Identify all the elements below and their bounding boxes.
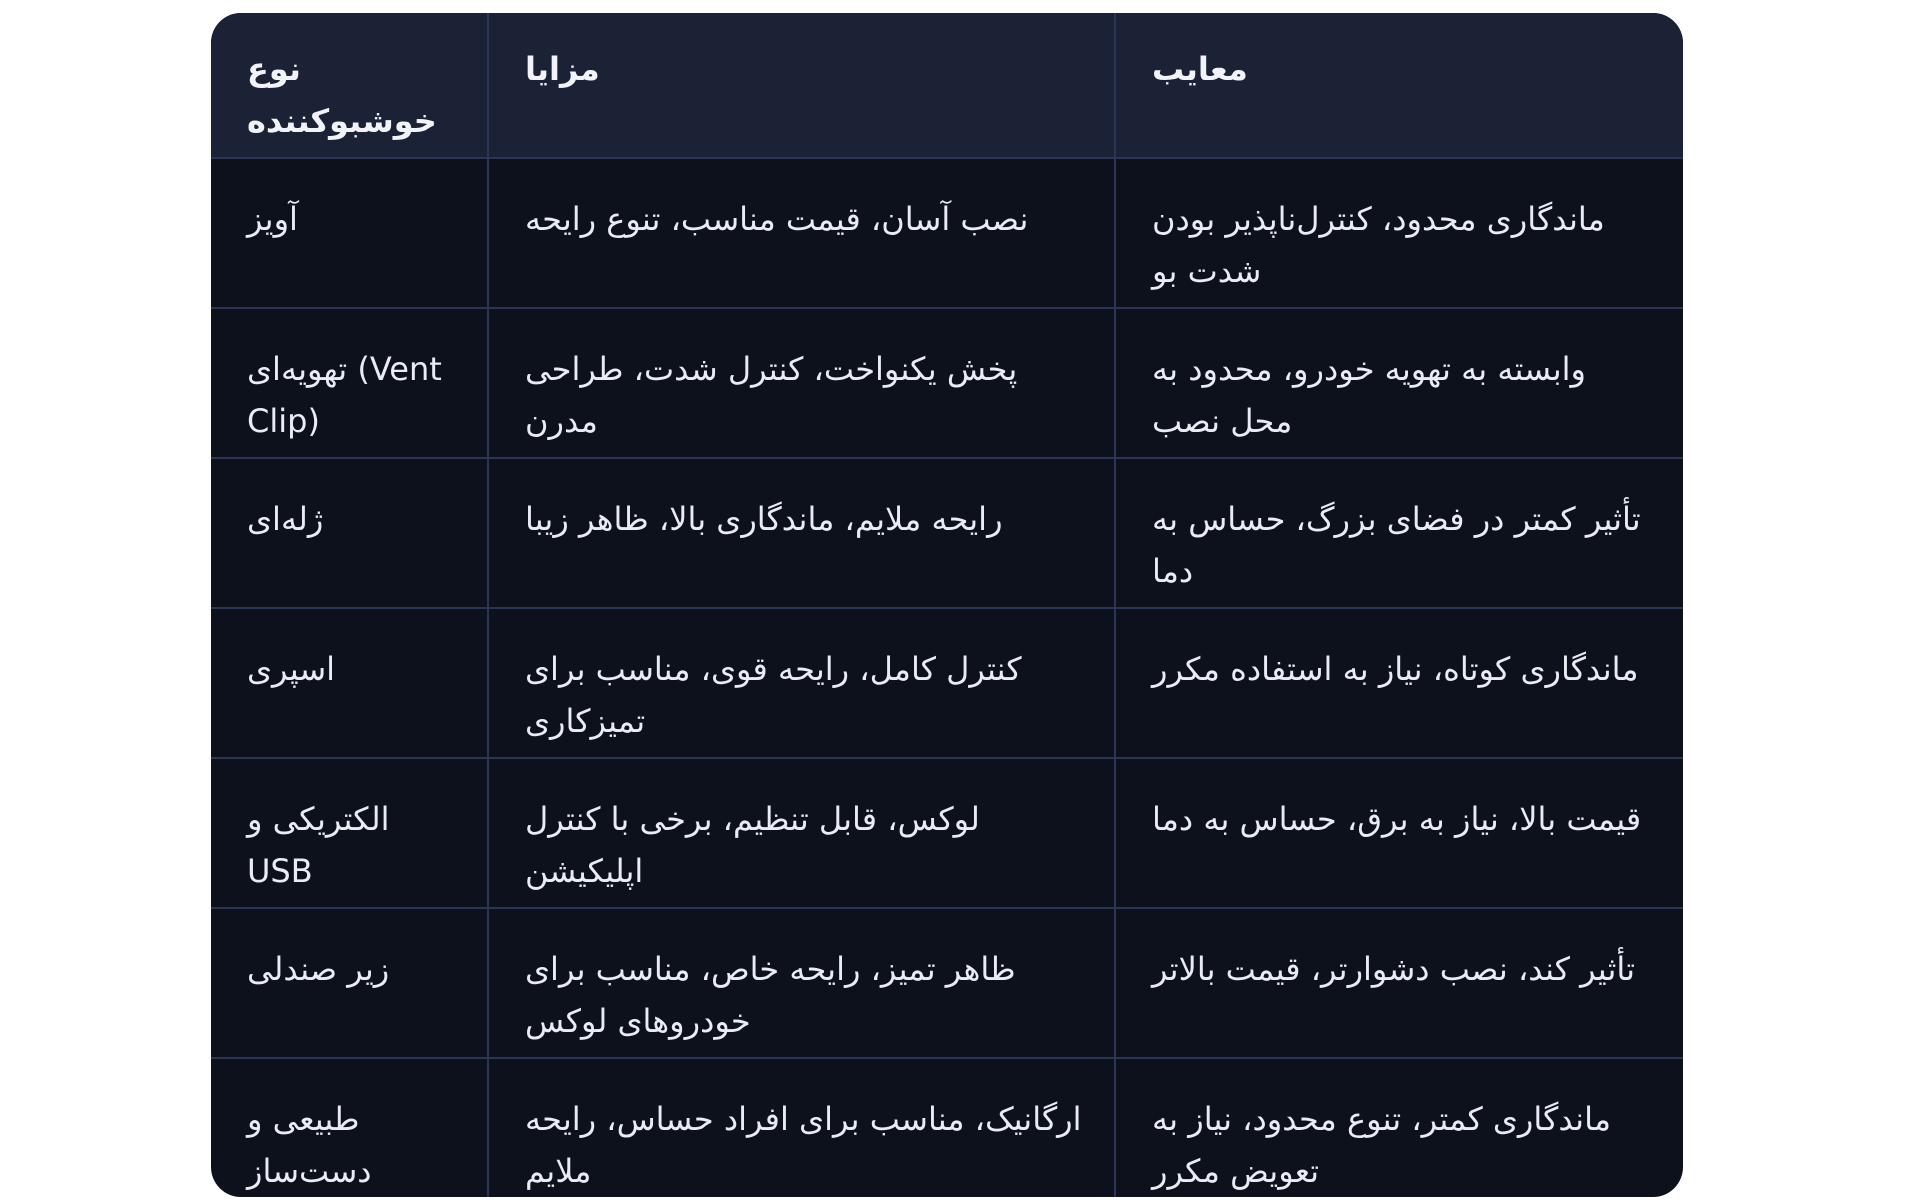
cell-type-text: ژله‌ای xyxy=(247,500,324,538)
cell-type-text: اسپری xyxy=(247,650,336,688)
cell-type xyxy=(211,758,488,908)
cell-pros xyxy=(488,308,1115,458)
cell-pros-text: ظاهر تمیز، رایحه خاص، مناسب برای خودروهای لوکس xyxy=(525,950,1016,1040)
table-row xyxy=(211,908,1683,1058)
table-row xyxy=(211,158,1683,308)
cell-cons xyxy=(1115,908,1683,1058)
cell-pros-text: کنترل کامل، رایحه قوی، مناسب برای تمیزکاری xyxy=(525,650,1022,740)
table-header-row xyxy=(211,13,1683,158)
cell-type xyxy=(211,458,488,608)
cell-pros xyxy=(488,758,1115,908)
comparison-table-card xyxy=(211,13,1683,1197)
cell-cons-text: تأثیر کمتر در فضای بزرگ، حساس به دما xyxy=(1152,500,1641,590)
header-type xyxy=(211,13,488,158)
cell-cons-text: قیمت بالا، نیاز به برق، حساس به دما xyxy=(1152,800,1642,838)
cell-cons xyxy=(1115,308,1683,458)
cell-type xyxy=(211,908,488,1058)
table-row xyxy=(211,308,1683,458)
cell-pros-text: نصب آسان، قیمت مناسب، تنوع رایحه xyxy=(525,200,1029,238)
header-type-label: نوع خوشبوکننده xyxy=(247,50,437,140)
table-body xyxy=(211,158,1683,1197)
cell-cons-text: ماندگاری کوتاه، نیاز به استفاده مکرر xyxy=(1152,650,1639,688)
cell-cons xyxy=(1115,608,1683,758)
cell-type-text: الکتریکی و USB xyxy=(247,800,390,890)
cell-pros-text: لوکس، قابل تنظیم، برخی با کنترل اپلیکیشن xyxy=(525,800,980,890)
table-row xyxy=(211,458,1683,608)
cell-cons-text: ماندگاری محدود، کنترل‌ناپذیر بودن شدت بو xyxy=(1152,200,1605,290)
cell-cons xyxy=(1115,158,1683,308)
cell-cons xyxy=(1115,458,1683,608)
cell-pros-text: ارگانیک، مناسب برای افراد حساس، رایحه ملایم xyxy=(525,1100,1082,1190)
table-row xyxy=(211,758,1683,908)
header-cons xyxy=(1115,13,1683,158)
cell-pros xyxy=(488,1058,1115,1197)
cell-pros xyxy=(488,158,1115,308)
header-pros xyxy=(488,13,1115,158)
table-header xyxy=(211,13,1683,158)
cell-type-text: طبیعی و دست‌ساز xyxy=(247,1100,372,1190)
header-pros-label: مزایا xyxy=(525,50,600,88)
comparison-table xyxy=(211,13,1683,1197)
cell-type xyxy=(211,308,488,458)
cell-pros-text: رایحه ملایم، ماندگاری بالا، ظاهر زیبا xyxy=(525,500,1003,538)
cell-pros xyxy=(488,908,1115,1058)
cell-type xyxy=(211,158,488,308)
table-row xyxy=(211,1058,1683,1197)
cell-type-text: تهویه‌ای (Vent Clip) xyxy=(247,350,442,440)
cell-cons-text: تأثیر کند، نصب دشوارتر، قیمت بالاتر xyxy=(1152,950,1635,988)
cell-pros-text: پخش یکنواخت، کنترل شدت، طراحی مدرن xyxy=(525,350,1018,440)
cell-cons xyxy=(1115,1058,1683,1197)
table-row xyxy=(211,608,1683,758)
cell-type xyxy=(211,1058,488,1197)
cell-pros xyxy=(488,458,1115,608)
cell-type-text: آویز xyxy=(247,200,298,238)
header-cons-label: معایب xyxy=(1152,50,1248,88)
cell-type-text: زیر صندلی xyxy=(247,950,390,988)
cell-cons-text: ماندگاری کمتر، تنوع محدود، نیاز به تعویض مکرر xyxy=(1152,1100,1611,1190)
cell-cons xyxy=(1115,758,1683,908)
cell-cons-text: وابسته به تهویه خودرو، محدود به محل نصب xyxy=(1152,350,1586,440)
cell-pros xyxy=(488,608,1115,758)
cell-type xyxy=(211,608,488,758)
